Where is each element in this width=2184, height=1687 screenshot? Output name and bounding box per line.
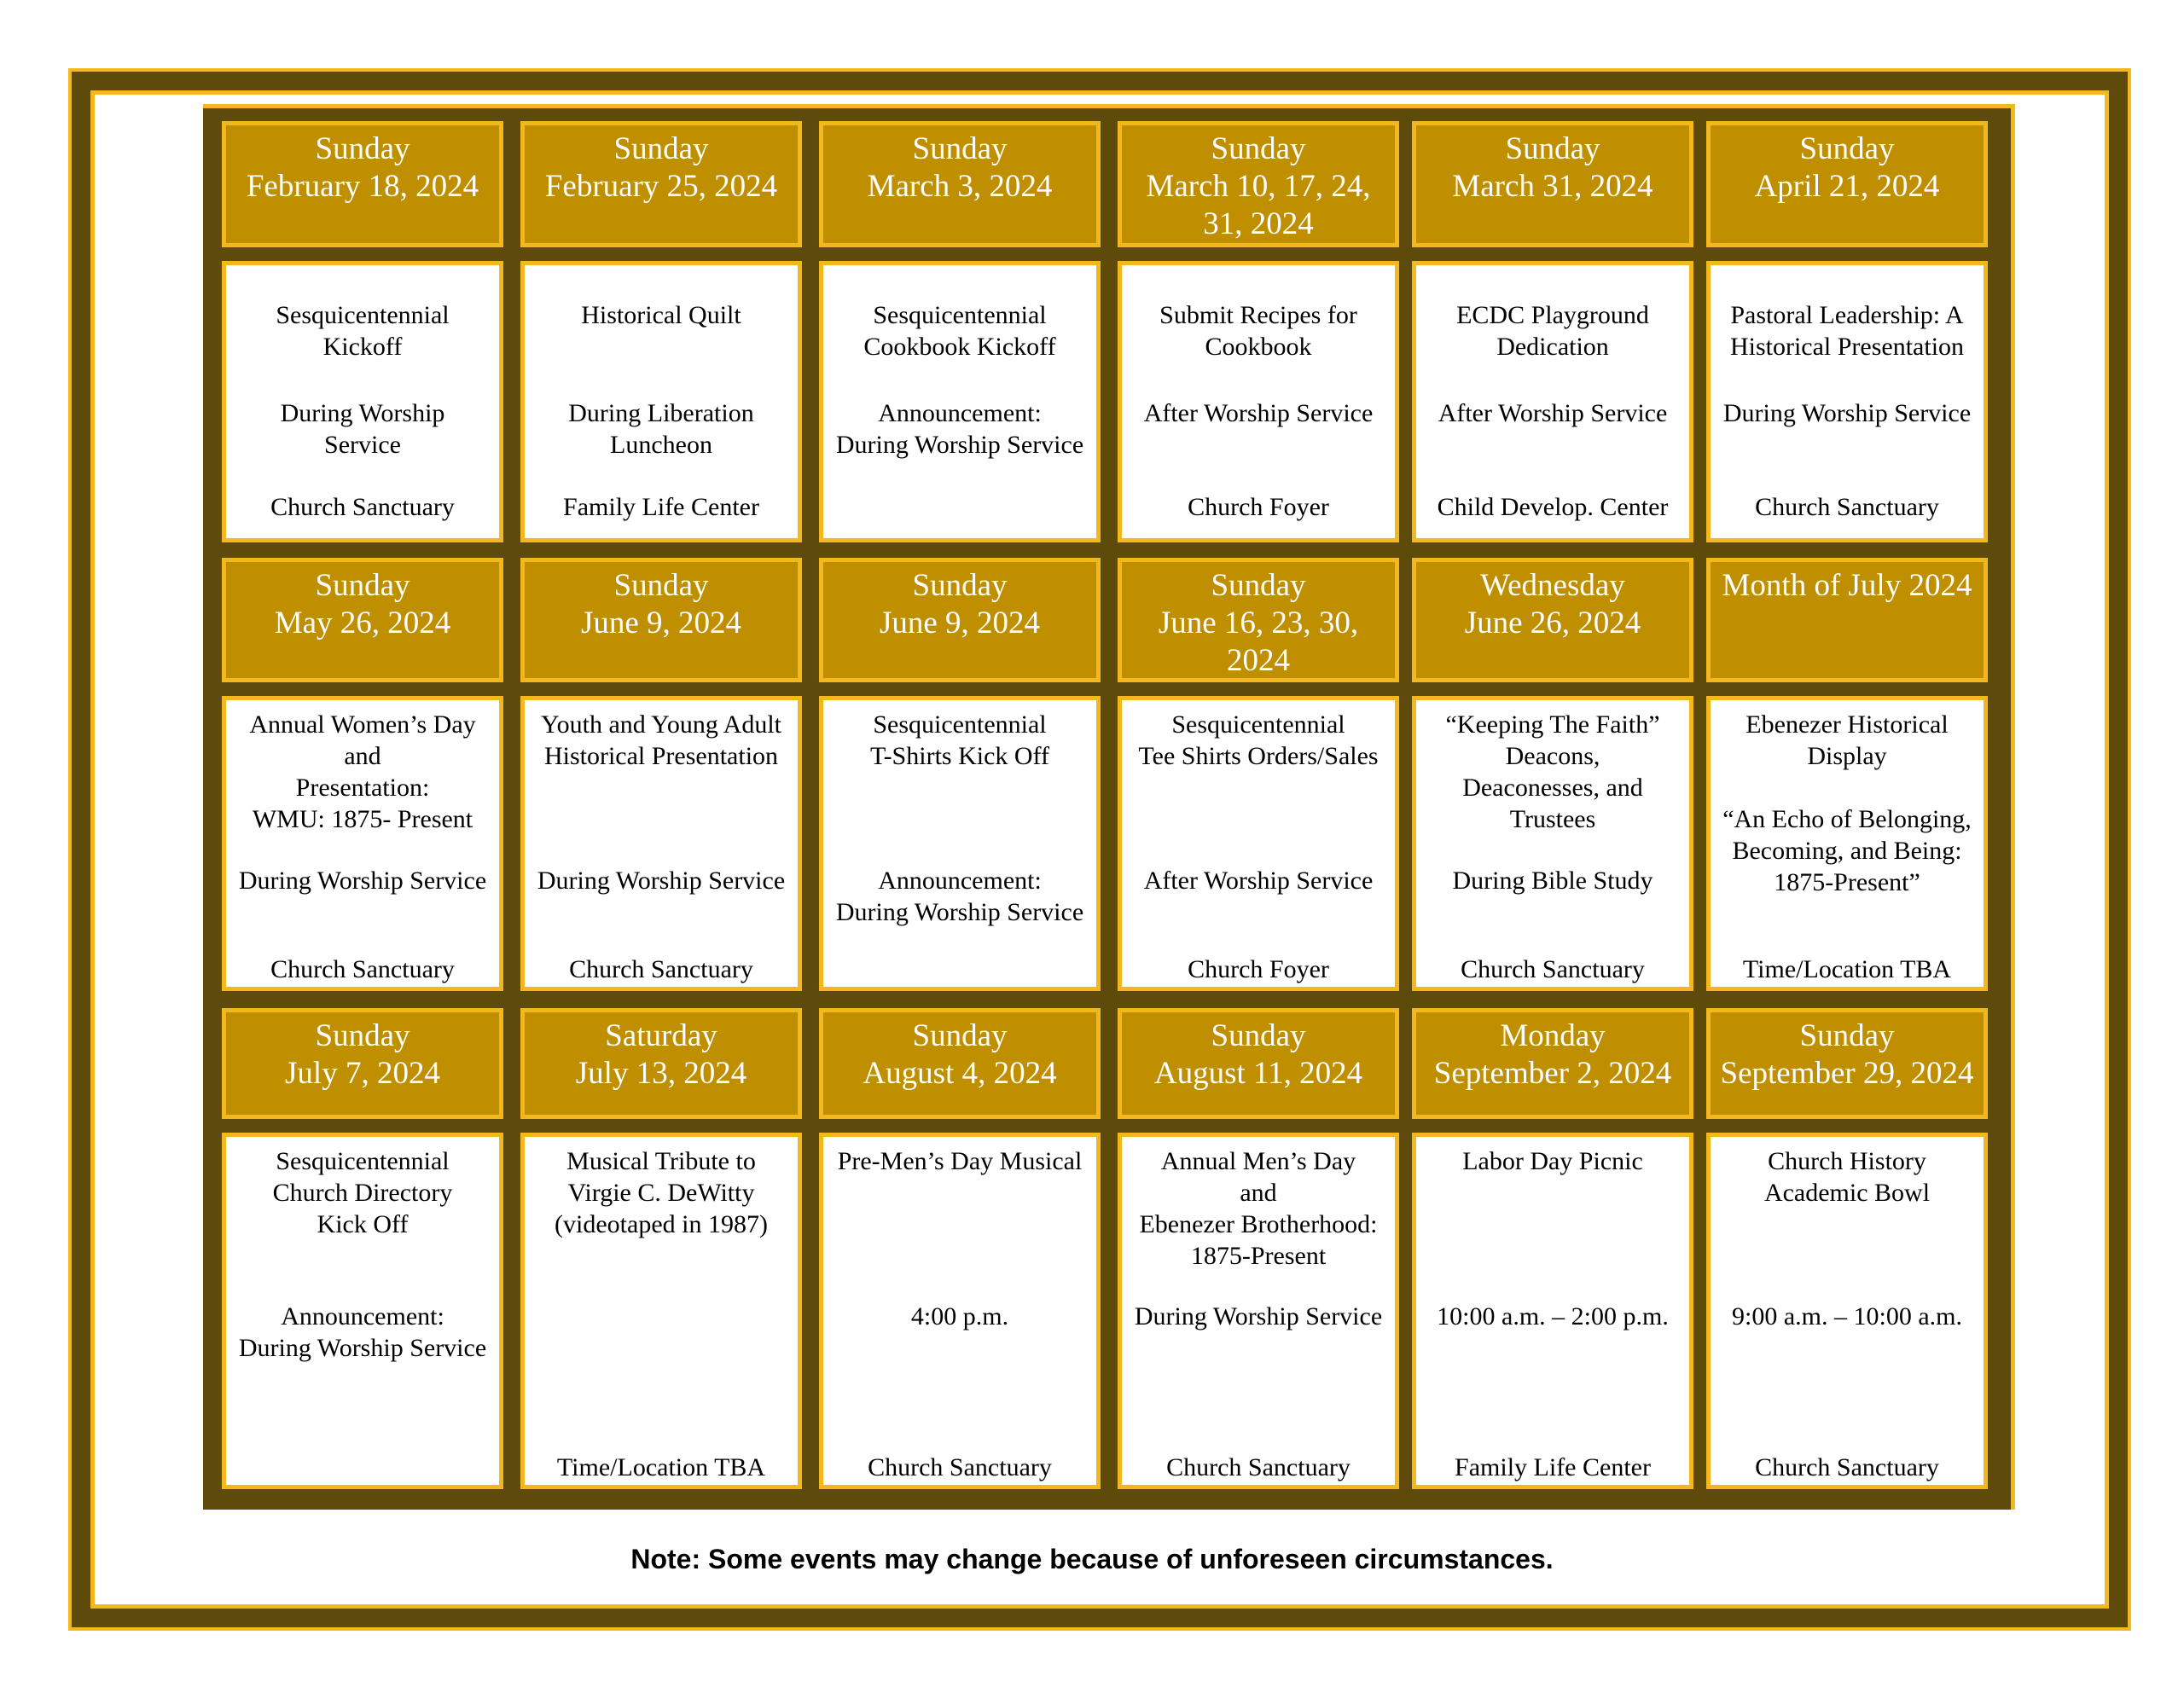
event-title-line: and — [1240, 1179, 1277, 1207]
event-title — [1416, 709, 1689, 835]
event-title-line: Kick Off — [317, 1210, 409, 1238]
event-details — [1706, 261, 1988, 542]
event-title-line: “An Echo of Belonging, — [1722, 805, 1972, 833]
event-time — [525, 397, 798, 461]
event-title-line: Sesquicentennial — [1171, 710, 1345, 739]
event-time-line: 10:00 a.m. – 2:00 p.m. — [1437, 1302, 1669, 1330]
event-location: Church Sanctuary — [1755, 493, 1939, 521]
footer-note: Note: Some events may change because of unforeseen circumstances. — [630, 1544, 1554, 1574]
event-time-line: During Worship Service — [238, 1334, 487, 1362]
event-title-line: Tee Shirts Orders/Sales — [1138, 742, 1379, 770]
event-title-line: Pre-Men’s Day Musical — [837, 1147, 1083, 1175]
event-location: Child Develop. Center — [1437, 493, 1669, 521]
event-date-line: February 25, 2024 — [544, 169, 778, 204]
event-title — [1416, 299, 1689, 362]
event-date-line: September 2, 2024 — [1433, 1056, 1672, 1091]
event-time — [226, 1301, 499, 1364]
event-location: Church Sanctuary — [868, 1453, 1052, 1481]
event-title-line: Sesquicentennial — [276, 301, 450, 329]
event-title — [1416, 1145, 1689, 1177]
event-location: Church Sanctuary — [270, 955, 455, 983]
event-title-line: Cookbook Kickoff — [863, 333, 1056, 361]
event-title-line: Historical Presentation — [1729, 333, 1965, 361]
event-date-header — [1412, 1008, 1693, 1119]
event-date-header — [520, 121, 802, 247]
event-date-line: Sunday — [1211, 1018, 1306, 1053]
event-title — [226, 709, 499, 835]
event-title — [823, 299, 1096, 362]
event-date-line: Sunday — [613, 568, 709, 603]
event-date-line: 2024 — [1227, 643, 1290, 678]
event-date-line: March 31, 2024 — [1452, 169, 1653, 204]
event-time-line: During Worship Service — [1134, 1302, 1383, 1330]
event-time-line: During Worship Service — [238, 867, 487, 895]
event-title-line: Sesquicentennial — [873, 710, 1047, 739]
event-date-line: Sunday — [315, 131, 410, 166]
event-location: Church Foyer — [1188, 493, 1329, 521]
event-details — [1118, 1133, 1399, 1489]
event-time-line: During Worship Service — [835, 898, 1084, 926]
event-details — [1118, 261, 1399, 542]
event-time-line: Announcement: — [281, 1302, 444, 1330]
event-title-line: Ebenezer Brotherhood: — [1139, 1210, 1378, 1238]
event-location: Family Life Center — [1455, 1453, 1651, 1481]
event-time-line: During Bible Study — [1452, 867, 1653, 895]
event-details — [1412, 696, 1693, 991]
event-location: Church Sanctuary — [1461, 955, 1645, 983]
event-date-line: Wednesday — [1480, 568, 1625, 603]
event-time — [823, 865, 1096, 928]
event-time — [1122, 1301, 1395, 1332]
event-date-line: September 29, 2024 — [1720, 1056, 1974, 1091]
event-title-line: Annual Women’s Day — [249, 710, 476, 739]
event-time — [525, 865, 798, 896]
event-title-line: and — [344, 742, 381, 770]
event-date-line: Sunday — [1505, 131, 1600, 166]
event-title — [525, 1145, 798, 1240]
event-details — [520, 1133, 802, 1489]
event-date-header — [819, 558, 1101, 682]
event-time — [226, 865, 499, 896]
event-title-line: Ebenezer Historical — [1745, 710, 1949, 739]
event-time — [1416, 1301, 1689, 1332]
event-location: Family Life Center — [563, 493, 759, 521]
event-title-line: ECDC Playground — [1456, 301, 1649, 329]
event-details — [222, 261, 503, 542]
event-date-header — [520, 1008, 802, 1119]
event-date-line: July 13, 2024 — [575, 1056, 747, 1091]
event-location: Church Sanctuary — [270, 493, 455, 521]
event-date-header — [222, 121, 503, 247]
event-title-line: Kickoff — [322, 333, 403, 361]
event-date-header — [1706, 558, 1988, 682]
event-title-line: “Keeping The Faith” — [1445, 710, 1660, 739]
event-title-line: 1875-Present — [1190, 1242, 1327, 1270]
event-date-line: July 7, 2024 — [285, 1056, 440, 1091]
event-date-header — [819, 1008, 1101, 1119]
event-title-line: 1875-Present” — [1774, 868, 1920, 896]
event-date-line: June 16, 23, 30, — [1158, 606, 1359, 641]
event-time-line: After Worship Service — [1143, 867, 1374, 895]
event-title-line: Deaconesses, and — [1462, 774, 1643, 802]
event-title — [525, 299, 798, 331]
event-date-line: Sunday — [613, 131, 709, 166]
event-title — [823, 709, 1096, 772]
event-title-line: Presentation: — [295, 774, 430, 802]
event-date-header — [1706, 121, 1988, 247]
event-details — [819, 261, 1101, 542]
event-title-line: Pastoral Leadership: A — [1730, 301, 1964, 329]
event-title — [525, 709, 798, 772]
event-date-line: Sunday — [1799, 131, 1895, 166]
event-time — [1416, 397, 1689, 429]
event-title — [1122, 299, 1395, 362]
event-time-line: Announcement: — [878, 399, 1042, 427]
event-details — [222, 1133, 503, 1489]
event-title-line: Deacons, — [1505, 742, 1600, 770]
event-title — [1122, 1145, 1395, 1272]
event-details — [520, 261, 802, 542]
event-date-header — [1118, 121, 1399, 247]
event-details — [1706, 1133, 1988, 1489]
event-title-line: WMU: 1875- Present — [252, 805, 473, 833]
event-details — [1118, 696, 1399, 991]
event-time-line: After Worship Service — [1438, 399, 1668, 427]
event-title — [1711, 299, 1984, 362]
event-date-header — [1118, 1008, 1399, 1119]
event-title-line: Dedication — [1496, 333, 1609, 361]
event-time — [1711, 397, 1984, 429]
event-title-line: Submit Recipes for — [1159, 301, 1357, 329]
event-date-line: Month of July 2024 — [1722, 568, 1972, 603]
event-time — [823, 1301, 1096, 1332]
event-title-line: Historical Quilt — [581, 301, 741, 329]
event-date-header — [1412, 121, 1693, 247]
event-location: Church Sanctuary — [1755, 1453, 1939, 1481]
event-date-line: April 21, 2024 — [1754, 169, 1940, 204]
event-time-line: 9:00 a.m. – 10:00 a.m. — [1732, 1302, 1962, 1330]
event-title — [226, 1145, 499, 1240]
event-title-line: Labor Day Picnic — [1462, 1147, 1643, 1175]
event-date-line: June 9, 2024 — [879, 606, 1041, 641]
event-details — [520, 696, 802, 991]
event-title-line: Academic Bowl — [1763, 1179, 1931, 1207]
event-time-line: During Worship Service — [835, 431, 1084, 459]
event-date-header — [222, 558, 503, 682]
event-details — [1412, 1133, 1693, 1489]
event-title-line: Display — [1807, 742, 1887, 770]
event-details — [1706, 696, 1988, 991]
event-time — [226, 397, 499, 461]
event-title-line: T-Shirts Kick Off — [870, 742, 1049, 770]
event-details — [819, 1133, 1101, 1489]
event-date-line: Sunday — [1211, 568, 1306, 603]
event-date-line: Sunday — [315, 1018, 410, 1053]
event-title-line: (videotaped in 1987) — [555, 1210, 768, 1238]
event-title-line: Sesquicentennial — [873, 301, 1047, 329]
event-title — [226, 299, 499, 362]
event-time — [1122, 865, 1395, 896]
event-title — [1711, 709, 1984, 898]
event-title-line: Church History — [1768, 1147, 1926, 1175]
event-date-line: Sunday — [1211, 131, 1306, 166]
event-title-line: Cookbook — [1205, 333, 1312, 361]
event-title-line: Becoming, and Being: — [1732, 837, 1962, 865]
event-time-line: 4:00 p.m. — [910, 1302, 1009, 1330]
event-title-line: Annual Men’s Day — [1160, 1147, 1356, 1175]
event-date-line: August 11, 2024 — [1153, 1056, 1363, 1091]
event-title-line: Historical Presentation — [543, 742, 779, 770]
event-date-line: Sunday — [912, 1018, 1008, 1053]
event-time — [1416, 865, 1689, 896]
event-details — [819, 696, 1101, 991]
event-title-line: Musical Tribute to — [566, 1147, 756, 1175]
event-time-line: During Worship Service — [1722, 399, 1972, 427]
event-date-line: Monday — [1500, 1018, 1606, 1053]
event-date-line: Sunday — [315, 568, 410, 603]
event-date-line: March 10, 17, 24, — [1146, 169, 1371, 204]
event-title-line: Sesquicentennial — [276, 1147, 450, 1175]
event-title-line: Virgie C. DeWitty — [567, 1179, 755, 1207]
event-title-line: Youth and Young Adult — [540, 710, 782, 739]
event-location: Church Foyer — [1188, 955, 1329, 983]
event-date-header — [520, 558, 802, 682]
event-date-line: August 4, 2024 — [863, 1056, 1057, 1091]
event-title — [1711, 1145, 1984, 1209]
event-time — [1122, 397, 1395, 429]
event-time-line: During Worship — [280, 399, 445, 427]
event-date-line: 31, 2024 — [1203, 206, 1314, 241]
event-date-line: Sunday — [1799, 1018, 1895, 1053]
event-date-line: March 3, 2024 — [867, 169, 1053, 204]
event-time-line: Luncheon — [610, 431, 712, 459]
event-time-line: Service — [324, 431, 401, 459]
event-details — [1412, 261, 1693, 542]
event-date-line: June 26, 2024 — [1464, 606, 1641, 641]
event-title — [1122, 709, 1395, 772]
event-date-line: June 9, 2024 — [580, 606, 742, 641]
event-location: Time/Location TBA — [556, 1453, 766, 1481]
event-location: Church Sanctuary — [1166, 1453, 1350, 1481]
event-time — [1711, 1301, 1984, 1332]
event-title-line: Church Directory — [272, 1179, 453, 1207]
event-date-header — [1118, 558, 1399, 682]
event-date-line: Saturday — [605, 1018, 717, 1053]
event-time-line: During Worship Service — [537, 867, 786, 895]
event-date-line: Sunday — [912, 568, 1008, 603]
event-details — [222, 696, 503, 991]
event-time — [823, 397, 1096, 461]
event-location: Time/Location TBA — [1742, 955, 1952, 983]
event-date-header — [1412, 558, 1693, 682]
event-date-line: February 18, 2024 — [246, 169, 479, 204]
event-time-line: After Worship Service — [1143, 399, 1374, 427]
event-title-line — [1711, 772, 1984, 803]
event-title — [823, 1145, 1096, 1177]
event-location: Church Sanctuary — [569, 955, 753, 983]
event-title-line: Trustees — [1509, 805, 1596, 833]
event-time-line: During Liberation — [568, 399, 754, 427]
event-date-header — [1706, 1008, 1988, 1119]
event-date-header — [819, 121, 1101, 247]
event-date-line: Sunday — [912, 131, 1008, 166]
event-time-line: Announcement: — [878, 867, 1042, 895]
event-date-header — [222, 1008, 503, 1119]
event-date-line: May 26, 2024 — [274, 606, 451, 641]
